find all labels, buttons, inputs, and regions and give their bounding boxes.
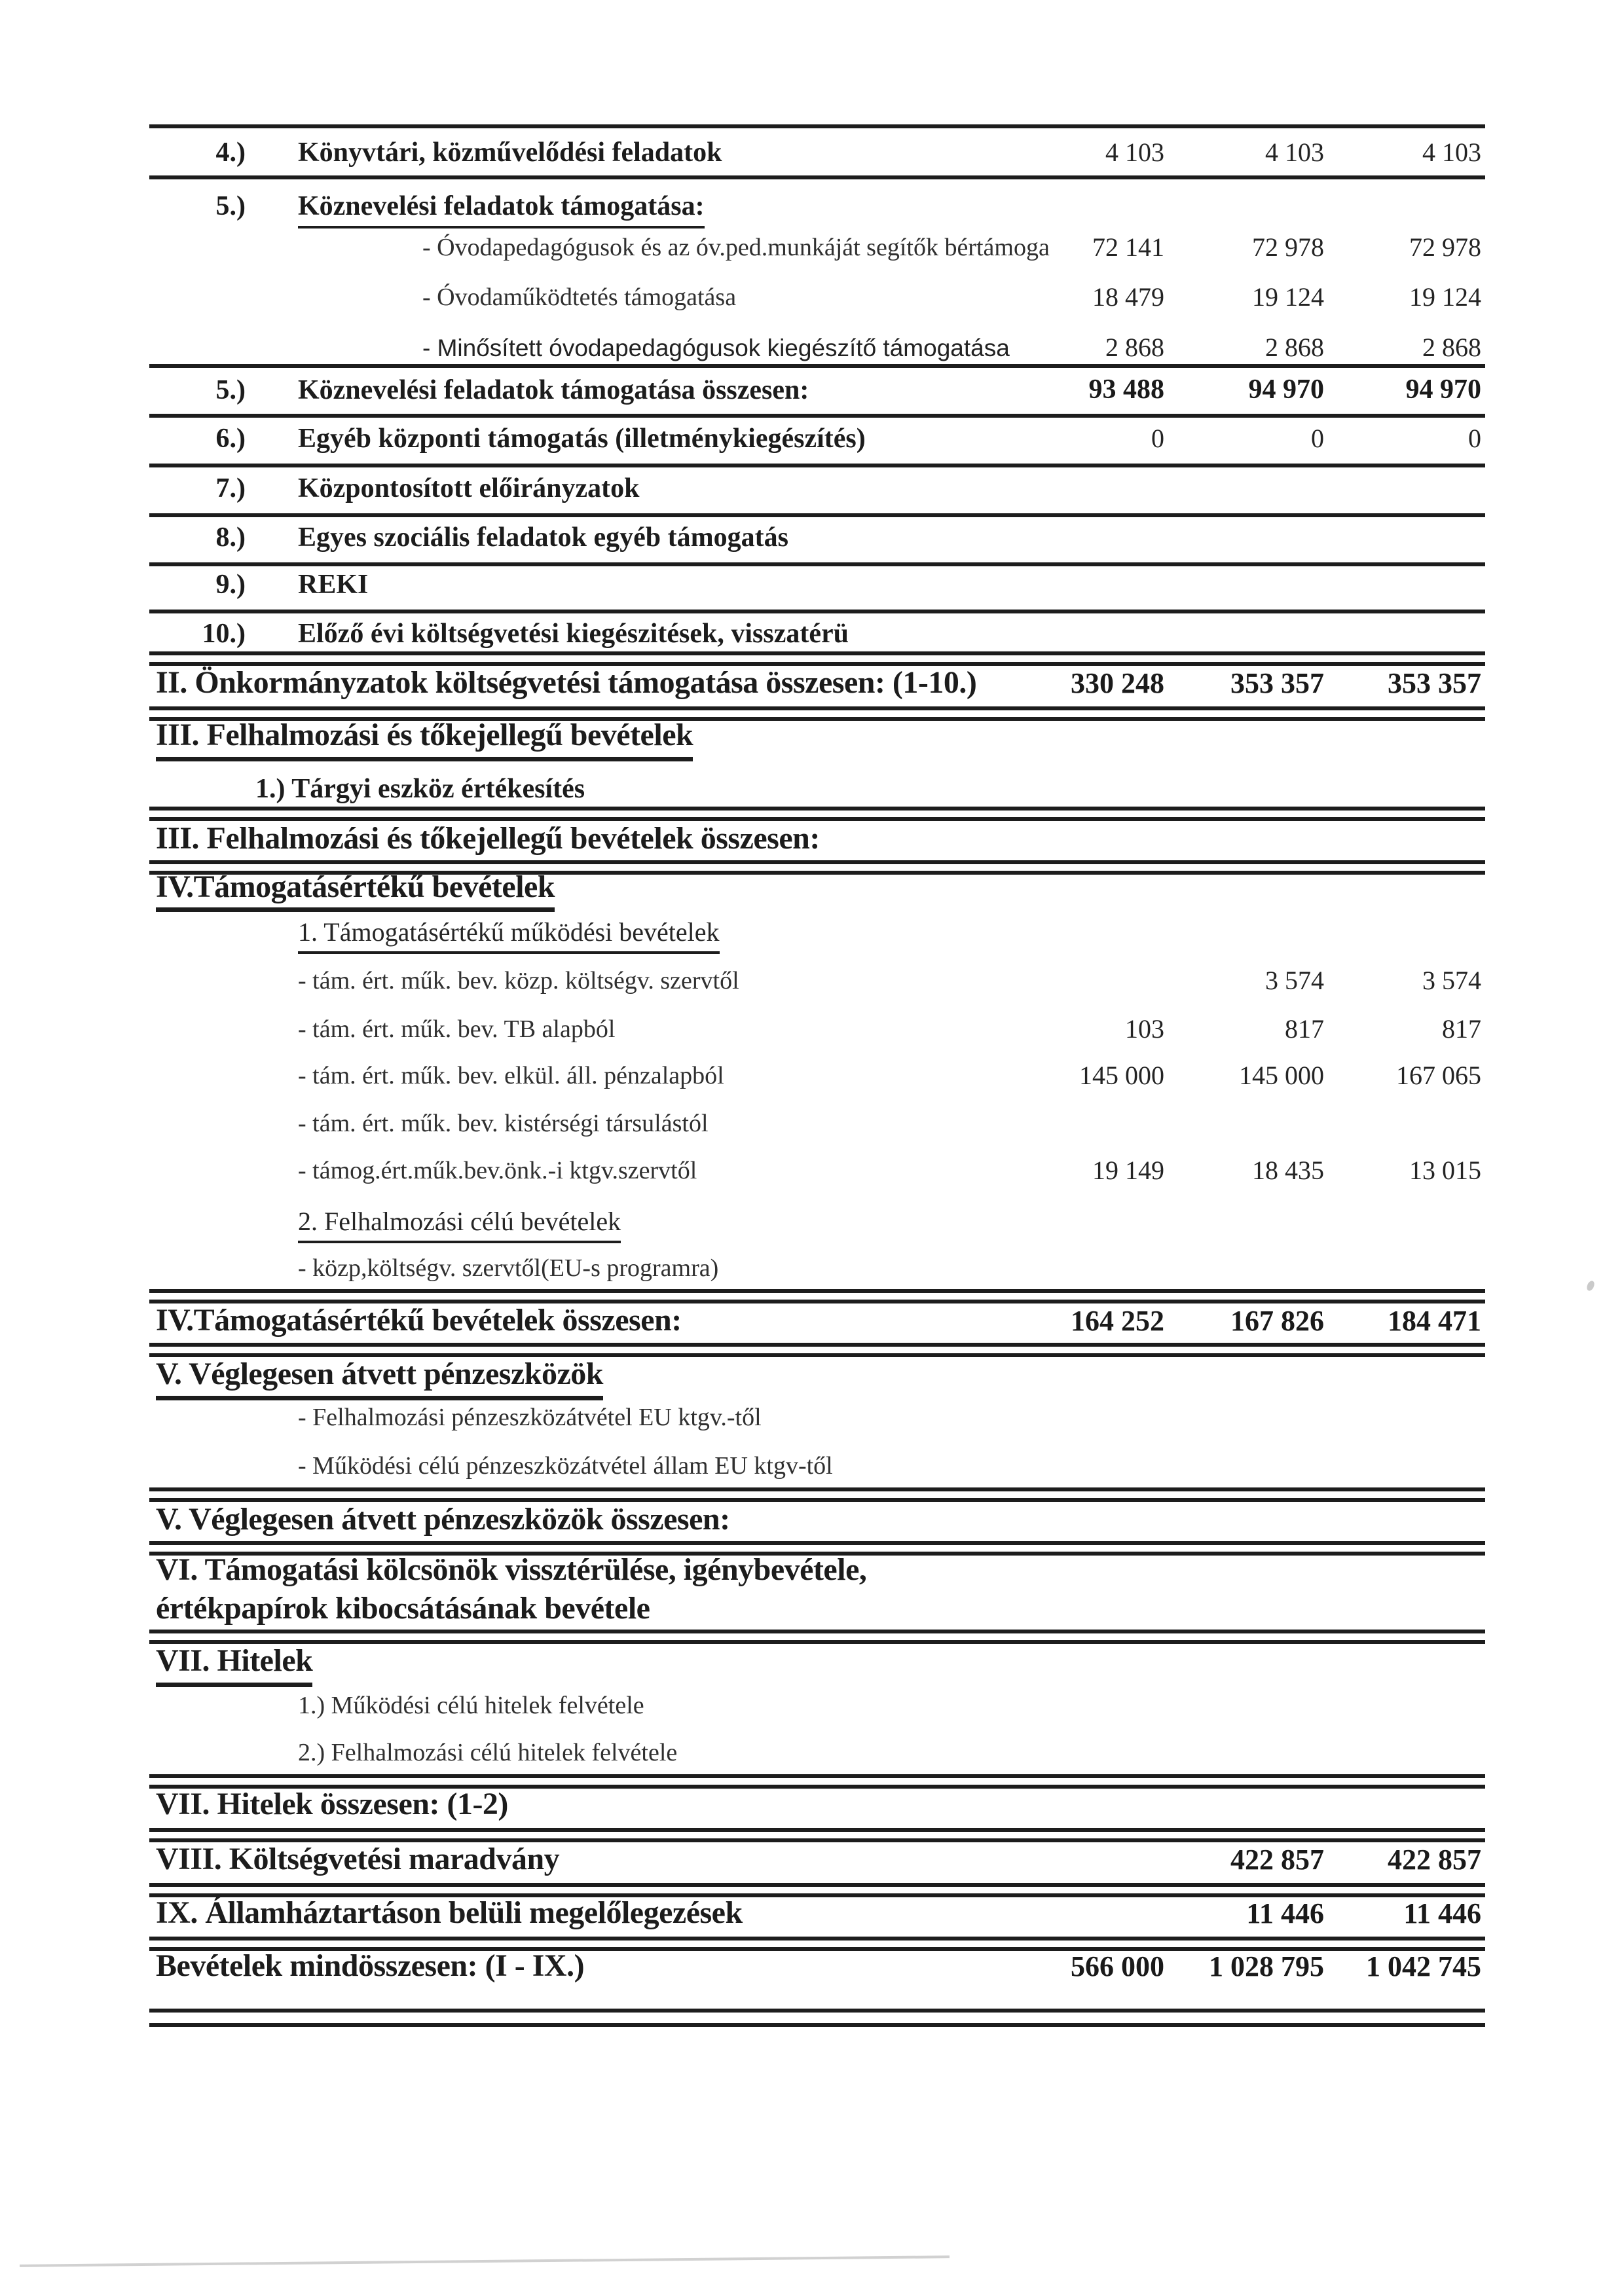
row-6-label: Egyéb központi támogatás (illetménykiegészítés) xyxy=(298,424,866,454)
row-8-label: Egyes szociális feladatok egyéb támogatás xyxy=(298,522,788,553)
scan-artifact-speck xyxy=(1585,1280,1596,1292)
row-iv-c-label: - tám. ért. műk. bev. elkül. áll. pénzalapból xyxy=(298,1062,724,1089)
rule-single xyxy=(149,464,1485,467)
row-iv-b-label: - tám. ért. műk. bev. TB alapból xyxy=(298,1015,616,1043)
section-viii-value-2: 422 857 xyxy=(1230,1844,1324,1876)
row-iv-e-value-3: 13 015 xyxy=(1409,1156,1481,1185)
row-5-label: Köznevelési feladatok támogatása: xyxy=(298,191,705,228)
section-ii-total-label: II. Önkormányzatok költségvetési támogatása összesen: (1-10.) xyxy=(156,665,977,700)
section-ix-value-3: 11 446 xyxy=(1403,1897,1481,1929)
row-iv-c-value-2: 145 000 xyxy=(1239,1061,1324,1090)
row-6-value-1: 0 xyxy=(1151,424,1164,453)
section-ii-value-3: 353 357 xyxy=(1388,667,1481,699)
section-ii-value-1: 330 248 xyxy=(1071,667,1164,699)
section-iii-title: III. Felhalmozási és tőkejellegű bevételek xyxy=(156,718,693,761)
row-6-value-2: 0 xyxy=(1311,424,1324,453)
row-v-b-label: - Működési célú pénzeszközátvétel állam EU ktgv-től xyxy=(298,1452,833,1480)
rule-double xyxy=(149,1289,1485,1303)
row-5-total-value-3: 94 970 xyxy=(1405,374,1481,405)
scan-artifact-line xyxy=(20,2255,950,2267)
rule-double xyxy=(149,1828,1485,1842)
section-ii-value-2: 353 357 xyxy=(1230,667,1324,699)
rule-single xyxy=(149,414,1485,418)
row-iv-b-value-1: 103 xyxy=(1125,1014,1164,1044)
row-iv-a-value-3: 3 574 xyxy=(1422,966,1481,995)
row-5a-value-1: 72 141 xyxy=(1092,232,1164,262)
section-v-total-label: V. Véglegesen átvett pénzeszközök összesen: xyxy=(156,1502,730,1537)
row-4-value-2: 4 103 xyxy=(1265,137,1324,167)
row-7-number: 7.) xyxy=(215,473,246,503)
section-ix-value-2: 11 446 xyxy=(1246,1897,1324,1929)
section-viii-value-3: 422 857 xyxy=(1388,1844,1481,1876)
section-iv-value-3: 184 471 xyxy=(1388,1305,1481,1337)
row-6-value-3: 0 xyxy=(1468,424,1481,453)
section-iv-total-label: IV.Támogatásértékű bevételek összesen: xyxy=(156,1303,682,1338)
section-iv-sub-1-title: 1. Támogatásértékű működési bevételek xyxy=(298,918,720,954)
rule-single xyxy=(149,124,1485,128)
section-iii-item-1: 1.) Tárgyi eszköz értékesítés xyxy=(255,774,585,804)
row-iv-c-value-3: 167 065 xyxy=(1396,1061,1481,1090)
rule-single xyxy=(149,513,1485,517)
row-5b-label: - Óvodaműködtetés támogatása xyxy=(422,283,737,311)
row-5c-value-1: 2 868 xyxy=(1105,333,1164,362)
row-4-label: Könyvtári, közművelődési feladatok xyxy=(298,137,722,168)
rule-single xyxy=(149,364,1485,368)
row-iv-b-value-2: 817 xyxy=(1285,1014,1324,1044)
row-5a-value-2: 72 978 xyxy=(1252,232,1324,262)
row-iv-d-label: - tám. ért. műk. bev. kistérségi társulástól xyxy=(298,1110,709,1137)
row-10-label: Előző évi költségvetési kiegészitések, visszatérü xyxy=(298,619,849,649)
grand-total-value-2: 1 028 795 xyxy=(1209,1950,1324,1982)
row-5c-value-3: 2 868 xyxy=(1422,333,1481,362)
row-iv-e-label: - támog.ért.műk.bev.önk.-i ktgv.szervtől xyxy=(298,1157,697,1184)
row-iv-a-value-2: 3 574 xyxy=(1265,966,1324,995)
row-5-number: 5.) xyxy=(215,191,246,221)
rule-double xyxy=(149,1487,1485,1502)
rule-double xyxy=(149,1343,1485,1357)
row-9-label: REKI xyxy=(298,570,369,600)
section-v-title: V. Véglegesen átvett pénzeszközök xyxy=(156,1357,603,1400)
row-5b-value-1: 18 479 xyxy=(1092,282,1164,312)
rule-double-bottom xyxy=(149,2009,1485,2027)
section-vii-title: VII. Hitelek xyxy=(156,1643,312,1687)
section-vi-title-line-1: VI. Támogatási kölcsönök vissztérülése, igénybevétele, xyxy=(156,1552,867,1587)
grand-total-value-3: 1 042 745 xyxy=(1366,1950,1481,1982)
rule-single xyxy=(149,175,1485,179)
row-iv-f-label: - közp,költségv. szervtől(EU-s programra) xyxy=(298,1254,719,1282)
row-iv-b-value-3: 817 xyxy=(1442,1014,1481,1044)
row-5a-label: - Óvodapedagógusok és az óv.ped.munkáját segítők bértámoga xyxy=(422,234,1050,261)
row-6-number: 6.) xyxy=(215,424,246,454)
row-4-number: 4.) xyxy=(215,137,246,168)
row-iv-e-value-1: 19 149 xyxy=(1092,1156,1164,1185)
row-5c-label: - Minősített óvodapedagógusok kiegészítő támogatása xyxy=(422,335,1010,361)
rule-double xyxy=(149,807,1485,821)
section-ix-label: IX. Államháztartáson belüli megelőlegezések xyxy=(156,1895,743,1930)
row-5-total-value-1: 93 488 xyxy=(1088,374,1164,405)
section-iv-value-1: 164 252 xyxy=(1071,1305,1164,1337)
row-5a-value-3: 72 978 xyxy=(1409,232,1481,262)
rule-double xyxy=(149,1630,1485,1644)
grand-total-label: Bevételek mindösszesen: (I - IX.) xyxy=(156,1948,585,1983)
row-iv-c-value-1: 145 000 xyxy=(1079,1061,1164,1090)
section-viii-label: VIII. Költségvetési maradvány xyxy=(156,1842,560,1876)
row-vii-a-label: 1.) Működési célú hitelek felvétele xyxy=(298,1692,644,1719)
grand-total-value-1: 566 000 xyxy=(1071,1950,1164,1982)
row-vii-b-label: 2.) Felhalmozási célú hitelek felvétele xyxy=(298,1739,678,1766)
section-vi-title-line-2: értékpapírok kibocsátásának bevétele xyxy=(156,1591,650,1626)
row-5-total-number: 5.) xyxy=(215,375,246,405)
row-5-total-label: Köznevelési feladatok támogatása összesen: xyxy=(298,375,809,405)
section-iv-sub-2-title: 2. Felhalmozási célú bevételek xyxy=(298,1207,621,1243)
row-7-label: Központosított előirányzatok xyxy=(298,473,640,503)
row-5b-value-2: 19 124 xyxy=(1252,282,1324,312)
section-vii-total-label: VII. Hitelek összesen: (1-2) xyxy=(156,1787,508,1821)
row-9-number: 9.) xyxy=(215,570,246,600)
row-4-value-3: 4 103 xyxy=(1422,137,1481,167)
section-iv-title: IV.Támogatásértékű bevételek xyxy=(156,869,555,912)
rule-single xyxy=(149,562,1485,566)
row-v-a-label: - Felhalmozási pénzeszközátvétel EU ktgv.-től xyxy=(298,1404,762,1431)
section-iii-total-label: III. Felhalmozási és tőkejellegű bevételek összesen: xyxy=(156,821,820,856)
row-4-value-1: 4 103 xyxy=(1105,137,1164,167)
row-5-total-value-2: 94 970 xyxy=(1248,374,1324,405)
rule-double xyxy=(149,651,1485,666)
row-iv-a-label: - tám. ért. műk. bev. közp. költségv. szervtől xyxy=(298,967,739,994)
rule-single xyxy=(149,610,1485,613)
section-iv-value-2: 167 826 xyxy=(1230,1305,1324,1337)
row-5c-value-2: 2 868 xyxy=(1265,333,1324,362)
row-10-number: 10.) xyxy=(202,619,246,649)
row-iv-e-value-2: 18 435 xyxy=(1252,1156,1324,1185)
row-8-number: 8.) xyxy=(215,522,246,553)
row-5b-value-3: 19 124 xyxy=(1409,282,1481,312)
